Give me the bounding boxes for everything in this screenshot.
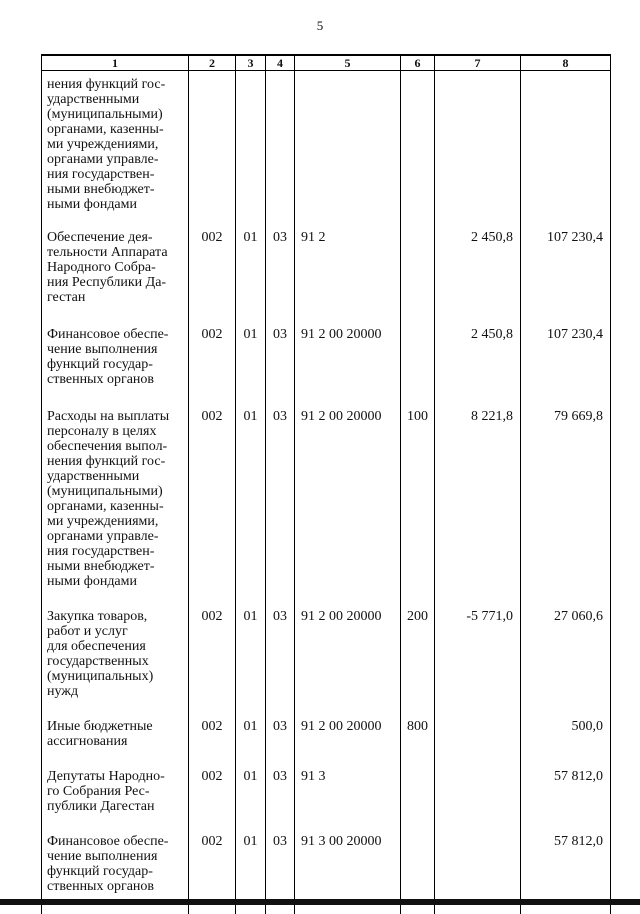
row-target-article xyxy=(295,305,401,387)
row-total-amount xyxy=(521,212,611,305)
row-expense-type xyxy=(401,749,435,814)
col-header-5: 5 xyxy=(295,55,401,71)
col-header-7: 7 xyxy=(435,55,521,71)
row-expense-type xyxy=(401,387,435,589)
row-change-amount-text: -5 771,0 xyxy=(466,609,513,624)
row-target-article-text: 91 2 xyxy=(301,230,326,245)
row-subsection-text: 03 xyxy=(273,834,287,849)
row-subsection-text: 03 xyxy=(273,609,287,624)
row-section-text: 01 xyxy=(243,834,258,849)
table-row xyxy=(42,71,611,213)
header-row xyxy=(42,55,611,71)
row-subsection xyxy=(266,749,295,814)
row-subsection xyxy=(266,589,295,699)
row-section xyxy=(236,589,266,699)
col-header-2: 2 xyxy=(189,55,236,71)
row-admin-code-text: 002 xyxy=(201,769,223,784)
row-section-text: 01 xyxy=(243,327,258,342)
row-subsection-text: 03 xyxy=(273,719,287,734)
row-subsection xyxy=(266,387,295,589)
row-total-amount-text: 500,0 xyxy=(571,719,603,734)
row-admin-code-text: 002 xyxy=(201,609,223,624)
row-section-text: 01 xyxy=(243,609,258,624)
row-admin-code-text: 002 xyxy=(201,409,223,424)
row-subsection xyxy=(266,212,295,305)
row-admin-code xyxy=(189,699,236,749)
row-expense-type-text: 100 xyxy=(407,409,428,424)
row-total-amount-text: 57 812,0 xyxy=(554,834,603,849)
row-section xyxy=(236,212,266,305)
row-admin-code xyxy=(189,212,236,305)
row-expense-type xyxy=(401,305,435,387)
table-row xyxy=(42,699,611,749)
row-subsection xyxy=(266,305,295,387)
row-name xyxy=(42,387,189,589)
table-row xyxy=(42,305,611,387)
row-admin-code-text: 002 xyxy=(201,834,223,849)
row-change-amount-text: 8 221,8 xyxy=(471,409,513,424)
row-admin-code-text: 002 xyxy=(201,719,223,734)
col-header-1: 1 xyxy=(42,55,189,71)
row-expense-type xyxy=(401,699,435,749)
row-target-article-text: 91 2 00 20000 xyxy=(301,719,382,734)
row-change-amount-text: 2 450,8 xyxy=(471,230,513,245)
row-target-article xyxy=(295,749,401,814)
row-name-text: Обеспечение дея- тельности Аппарата Народного Собра- ния Республики Да- гестан xyxy=(47,230,168,305)
row-expense-type-text: 800 xyxy=(407,719,428,734)
row-change-amount xyxy=(435,305,521,387)
row-section xyxy=(236,71,266,213)
row-section xyxy=(236,749,266,814)
row-name-text: Депутаты Народно- го Собрания Рес- публики Дагестан xyxy=(47,769,165,814)
row-name-text: Закупка товаров, работ и услуг для обеспечения государственных (муниципальных) нужд xyxy=(47,609,154,699)
row-section xyxy=(236,387,266,589)
page-number: 5 xyxy=(316,18,324,33)
row-expense-type xyxy=(401,589,435,699)
row-total-amount xyxy=(521,699,611,749)
row-expense-type-text: 200 xyxy=(407,609,428,624)
col-header-4: 4 xyxy=(266,55,295,71)
row-expense-type xyxy=(401,212,435,305)
row-target-article xyxy=(295,71,401,213)
row-name-text: нения функций гос- ударственными (муниципальными) органами, казенны- ми учреждениями, органами управле- ния государствен- ными внебюджет- ными фондами xyxy=(47,77,166,212)
row-total-amount-text: 107 230,4 xyxy=(547,230,603,245)
row-admin-code-text: 002 xyxy=(201,230,223,245)
row-change-amount xyxy=(435,589,521,699)
row-section xyxy=(236,305,266,387)
row-total-amount-text: 57 812,0 xyxy=(554,769,603,784)
row-admin-code xyxy=(189,387,236,589)
table-row xyxy=(42,589,611,699)
row-change-amount xyxy=(435,387,521,589)
row-total-amount xyxy=(521,589,611,699)
row-name xyxy=(42,749,189,814)
row-expense-type xyxy=(401,71,435,213)
row-total-amount xyxy=(521,71,611,213)
row-name xyxy=(42,699,189,749)
row-name xyxy=(42,71,189,213)
row-total-amount xyxy=(521,749,611,814)
row-target-article-text: 91 2 00 20000 xyxy=(301,327,382,342)
row-name-text: Финансовое обеспе- чение выполнения функций государ- ственных органов xyxy=(47,834,169,894)
row-name xyxy=(42,589,189,699)
row-target-article xyxy=(295,387,401,589)
row-change-amount-text: 2 450,8 xyxy=(471,327,513,342)
row-change-amount xyxy=(435,71,521,213)
row-admin-code xyxy=(189,749,236,814)
row-section-text: 01 xyxy=(243,409,258,424)
row-admin-code xyxy=(189,589,236,699)
row-total-amount-text: 107 230,4 xyxy=(547,327,603,342)
row-section-text: 01 xyxy=(243,719,258,734)
row-subsection xyxy=(266,699,295,749)
row-section-text: 01 xyxy=(243,769,258,784)
scan-edge xyxy=(0,899,640,905)
row-change-amount xyxy=(435,212,521,305)
row-subsection-text: 03 xyxy=(273,769,287,784)
row-name-text: Финансовое обеспе- чение выполнения функций государ- ственных органов xyxy=(47,327,169,387)
row-change-amount xyxy=(435,749,521,814)
col-header-8: 8 xyxy=(521,55,611,71)
col-header-3: 3 xyxy=(236,55,266,71)
row-section xyxy=(236,699,266,749)
row-admin-code-text: 002 xyxy=(201,327,223,342)
row-name xyxy=(42,305,189,387)
row-subsection xyxy=(266,71,295,213)
row-admin-code xyxy=(189,71,236,213)
row-admin-code xyxy=(189,305,236,387)
row-target-article xyxy=(295,589,401,699)
row-total-amount xyxy=(521,305,611,387)
row-target-article-text: 91 2 00 20000 xyxy=(301,609,382,624)
row-subsection-text: 03 xyxy=(273,230,287,245)
row-target-article xyxy=(295,699,401,749)
row-total-amount xyxy=(521,387,611,589)
row-section-text: 01 xyxy=(243,230,258,245)
row-target-article xyxy=(295,212,401,305)
table-row xyxy=(42,749,611,814)
table-row xyxy=(42,212,611,305)
row-change-amount xyxy=(435,699,521,749)
row-name-text: Иные бюджетные ассигнования xyxy=(47,719,153,749)
budget-table xyxy=(41,54,611,914)
row-total-amount-text: 27 060,6 xyxy=(554,609,603,624)
table-row xyxy=(42,387,611,589)
row-subsection-text: 03 xyxy=(273,327,287,342)
row-target-article-text: 91 3 xyxy=(301,769,326,784)
row-name-text: Расходы на выплаты персоналу в целях обеспечения выпол- нения функций гос- ударственными (муниципальными) органами, казенны- ми учреждениями, органами управле- ния государствен- ными внебюджет- ными фондами xyxy=(47,409,170,589)
col-header-6: 6 xyxy=(401,55,435,71)
row-target-article-text: 91 3 00 20000 xyxy=(301,834,382,849)
row-name xyxy=(42,212,189,305)
row-target-article-text: 91 2 00 20000 xyxy=(301,409,382,424)
row-total-amount-text: 79 669,8 xyxy=(554,409,603,424)
row-subsection-text: 03 xyxy=(273,409,287,424)
